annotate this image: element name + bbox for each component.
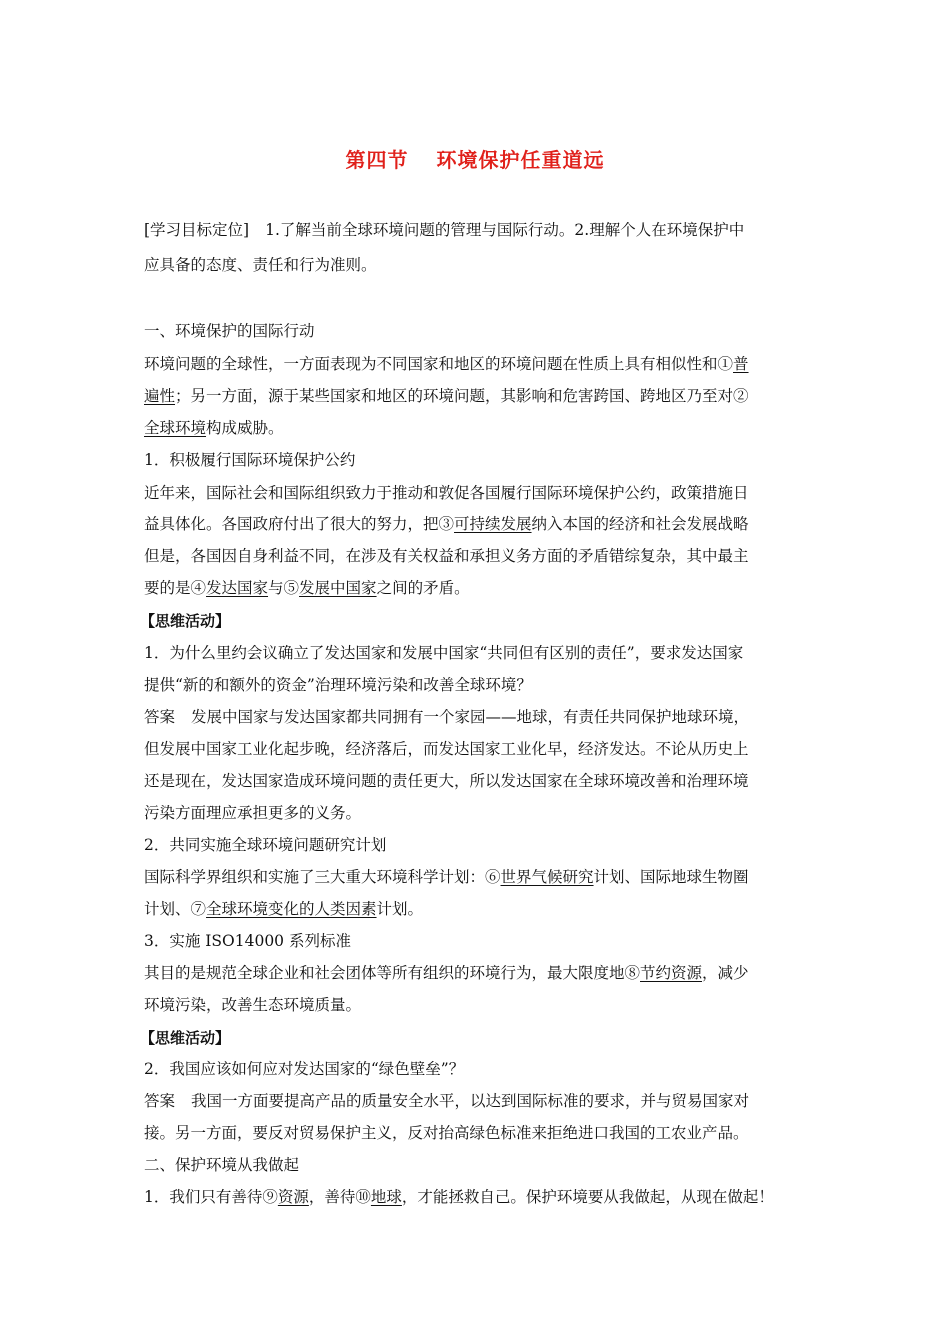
subheading-1: 1．积极履行国际环境保护公约	[144, 451, 356, 469]
paragraph-line: 遍性；另一方面，源于某些国家和地区的环境问题，其影响和危害跨国、跨地区乃至对②	[144, 387, 749, 405]
blank-answer-9: 资源	[277, 1188, 309, 1206]
answer-line: 接。另一方面，要反对贸易保护主义，反对抬高绿色标准来拒绝进口我国的工农业产品。	[144, 1124, 749, 1142]
answer-label: 答案	[144, 1092, 176, 1110]
thinking-activity-tag-2: 【思维活动】	[140, 1029, 231, 1047]
paragraph-line: 其目的是规范全球企业和社会团体等所有组织的环境行为，最大限度地⑧节约资源，减少	[144, 964, 749, 982]
question-line: 2．我国应该如何应对发达国家的“绿色壁垒”？	[144, 1060, 465, 1078]
paragraph-line: 益具体化。各国政府付出了很大的努力，把③可持续发展纳入本国的经济和社会发展战略	[144, 515, 749, 533]
subheading-2: 2．共同实施全球环境问题研究计划	[144, 836, 387, 854]
thinking-activity-tag-1: 【思维活动】	[140, 612, 231, 630]
blank-answer-8: 节约资源	[640, 964, 703, 982]
learning-goal-label: [学习目标定位]	[144, 221, 250, 239]
paragraph-line: 1．我们只有善待⑨资源，善待⑩地球，才能拯救自己。保护环境要从我做起，从现在做起！	[144, 1188, 774, 1206]
paragraph-line: 但是，各国因自身利益不同，在涉及有关权益和承担义务方面的矛盾错综复杂，其中最主	[144, 547, 749, 565]
answer-line: 答案 发展中国家与发达国家都共同拥有一个家园——地球，有责任共同保护地球环境，	[144, 708, 750, 726]
answer-line: 答案 我国一方面要提高产品的质量安全水平，以达到国际标准的要求，并与贸易国家对	[144, 1092, 750, 1110]
answer-label: 答案	[144, 708, 176, 726]
section-heading-1: 一、环境保护的国际行动	[144, 322, 315, 340]
paragraph-line: 环境污染，改善生态环境质量。	[144, 996, 362, 1014]
blank-answer-1-cont: 遍性	[144, 387, 176, 405]
title-section: 第四节	[345, 148, 409, 172]
paragraph-line: 环境问题的全球性，一方面表现为不同国家和地区的环境问题在性质上具有相似性和①普	[144, 355, 749, 373]
question-line: 提供“新的和额外的资金”治理环境污染和改善全球环境？	[144, 676, 532, 694]
question-line: 1．为什么里约会议确立了发达国家和发展中国家“共同但有区别的责任”，要求发达国家	[144, 644, 744, 662]
answer-line: 还是现在，发达国家造成环境问题的责任更大，所以发达国家在全球环境改善和治理环境	[144, 772, 749, 790]
blank-answer-3: 可持续发展	[454, 515, 532, 533]
page-title	[0, 144, 950, 173]
section-heading-2: 二、保护环境从我做起	[144, 1156, 300, 1174]
blank-answer-7: 全球环境变化的人类因素	[206, 900, 377, 918]
blank-answer-10: 地球	[370, 1188, 402, 1206]
subheading-3: 3．实施 ISO14000 系列标准	[144, 932, 351, 950]
paragraph-line: 全球环境构成威胁。	[144, 419, 284, 437]
paragraph-line: 近年来，国际社会和国际组织致力于推动和敦促各国履行国际环境保护公约，政策措施日	[144, 484, 749, 502]
title-name: 环境保护任重道远	[436, 148, 605, 172]
paragraph-line: 计划、⑦全球环境变化的人类因素计划。	[144, 900, 424, 918]
paragraph-line: 国际科学界组织和实施了三大重大环境科学计划：⑥世界气候研究计划、国际地球生物圈	[144, 868, 749, 886]
blank-answer-6: 世界气候研究	[500, 868, 594, 886]
learning-goal-line-1: [学习目标定位] 1.了解当前全球环境问题的管理与国际行动。2.理解个人在环境保护中	[144, 221, 745, 239]
answer-line: 但发展中国家工业化起步晚，经济落后，而发达国家工业化早，经济发达。不论从历史上	[144, 740, 749, 758]
learning-goal-line-2: 应具备的态度、责任和行为准则。	[144, 256, 377, 274]
answer-line: 污染方面理应承担更多的义务。	[144, 804, 362, 822]
blank-answer-1: 普	[733, 355, 749, 373]
blank-answer-4: 发达国家	[206, 579, 269, 597]
paragraph-line: 要的是④发达国家与⑤发展中国家之间的矛盾。	[144, 579, 470, 597]
blank-answer-5: 发展中国家	[299, 579, 377, 597]
blank-answer-2: 全球环境	[144, 419, 207, 437]
